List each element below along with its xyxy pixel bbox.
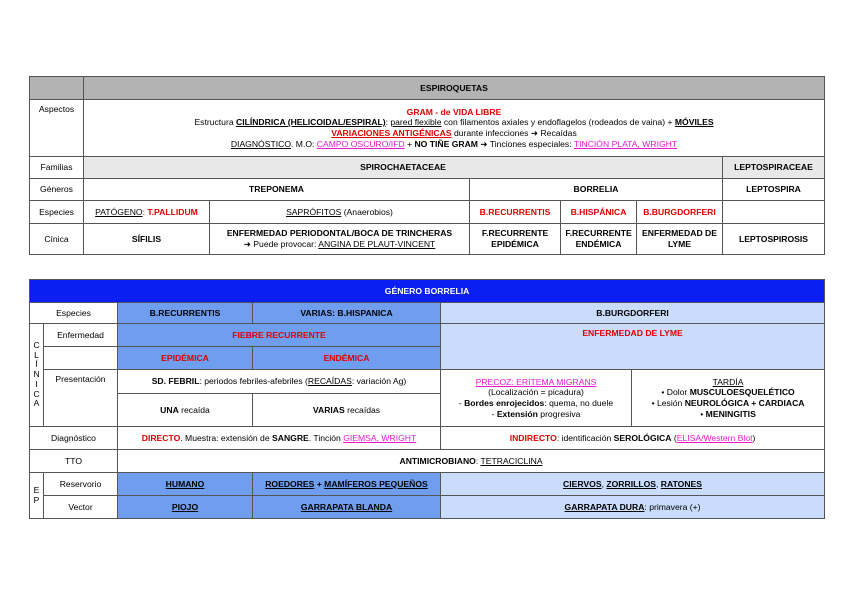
sd-febril-cell: SD. FEBRIL: periodos febriles-afebriles (RECAÍDAS: variación Ag) (118, 370, 441, 394)
b-recurrentis-cell: B.RECURRENTIS (470, 201, 561, 224)
diagnostico-label: Diagnóstico (30, 427, 118, 450)
estructura-line: Estructura CILÍNDRICA (HELICOIDAL/ESPIRAL): pared flexible con filamentos axiales y endoflagelos (rodeados de vaina) + MÓVILES (194, 117, 714, 128)
corner-cell (30, 77, 84, 100)
enfermedad-label: Enfermedad (44, 324, 118, 347)
roedores-cell: ROEDORES + MAMÍFEROS PEQUEÑOS (253, 473, 441, 496)
vector-label: Vector (44, 496, 118, 519)
varias-hispanica-cell: VARIAS: B.HISPANICA (253, 303, 441, 324)
recurrentis-cell-2: B.RECURRENTIS (118, 303, 253, 324)
piojo-cell: PIOJO (118, 496, 253, 519)
espiroquetas-table (29, 76, 825, 255)
tardia-cell: TARDÍA • Dolor MUSCULOESQUELÉTICO • Lesión NEUROLÓGICA + CARDIACA • MENINGITIS (632, 370, 825, 427)
generos-label: Géneros (30, 179, 84, 201)
saprofitos-cell: SAPRÓFITOS (Anaerobios) (210, 201, 470, 224)
b-burgdorferi-cell: B.BURGDORFERI (637, 201, 723, 224)
aspectos-content (84, 100, 825, 157)
leptospirosis-cell: LEPTOSPIROSIS (723, 224, 825, 255)
directo-cell: DIRECTO. Muestra: extensión de SANGRE. Tinción GIEMSA, WRIGHT (118, 427, 441, 450)
ep-vertical: EP (30, 473, 44, 519)
indirecto-cell: INDIRECTO: identificación SEROLÓGICA (ELISA/Western Blot) (441, 427, 825, 450)
lyme-cell: ENFERMEDAD DE LYME (637, 224, 723, 255)
periodontal-cell: ENFERMEDAD PERIODONTAL/BOCA DE TRINCHERAS ➜ Puede provocar: ANGINA DE PLAUT-VINCENT (210, 224, 470, 255)
sifilis-cell: SÍFILIS (84, 224, 210, 255)
borrelia-table (29, 279, 825, 519)
borrelia-cell: BORRELIA (470, 179, 723, 201)
precoz-cell: PRECOZ: ERITEMA MIGRANS (Localización = picadura) - Bordes enrojecidos: quema, no duele - Extensión progresiva (441, 370, 632, 427)
variaciones-line: VARIACIONES ANTIGÉNICAS durante infecciones ➜ Recaídas (331, 128, 577, 138)
espiroquetas-title: ESPIROQUETAS (84, 77, 825, 100)
leptospiraceae-cell: LEPTOSPIRACEAE (723, 157, 825, 179)
empty-especies-cell (723, 201, 825, 224)
fr-epidemica-cell: F.RECURRENTE EPIDÉMICA (470, 224, 561, 255)
ciervos-cell: CIERVOS, ZORRILLOS, RATONES (441, 473, 825, 496)
garrapata-dura-cell: GARRAPATA DURA: primavera (+) (441, 496, 825, 519)
burgdorferi-cell-2: B.BURGDORFERI (441, 303, 825, 324)
borrelia-title: GÉNERO BORRELIA (30, 280, 825, 303)
tto-cell: ANTIMICROBIANO: TETRACICLINA (118, 450, 825, 473)
varias-recaidas-cell: VARIAS recaídas (253, 394, 441, 427)
spirochaetaceae-cell: SPIROCHAETACEAE (84, 157, 723, 179)
reservorio-label: Reservorio (44, 473, 118, 496)
diagnostico-line: DIAGNÓSTICO. M.O: CAMPO OSCURO/IFD + NO TIÑE GRAM ➜ Tinciones especiales: TINCIÓN PLATA, WRIGHT (230, 138, 678, 149)
humano-cell: HUMANO (118, 473, 253, 496)
epidemica-cell: EPIDÉMICA (118, 347, 253, 370)
lyme-disease-cell: ENFERMEDAD DE LYME (441, 324, 825, 370)
tto-label: TTO (30, 450, 118, 473)
gram-line: GRAM - de VIDA LIBRE (406, 106, 502, 117)
leptospira-cell: LEPTOSPIRA (723, 179, 825, 201)
especies-label-2: Especies (30, 303, 118, 324)
clinica-vertical: CLÍNICA (30, 324, 44, 427)
fr-endemica-cell: F.RECURRENTE ENDÉMICA (561, 224, 637, 255)
una-recaida-cell: UNA recaída (118, 394, 253, 427)
patogeno-cell: PATÓGENO: T.PALLIDUM (84, 201, 210, 224)
familias-label: Familias (30, 157, 84, 179)
presentacion-label: Presentación (44, 370, 118, 427)
especies-label: Especies (30, 201, 84, 224)
b-hispanica-cell: B.HISPÁNICA (561, 201, 637, 224)
enfermedad-empty (44, 347, 118, 370)
clinica-label: Cínica (30, 224, 84, 255)
endemica-cell: ENDÉMICA (253, 347, 441, 370)
aspectos-label: Aspectos (30, 100, 84, 157)
fiebre-recurrente-cell: FIEBRE RECURRENTE (118, 324, 441, 347)
treponema-cell: TREPONEMA (84, 179, 470, 201)
garrapata-blanda-cell: GARRAPATA BLANDA (253, 496, 441, 519)
